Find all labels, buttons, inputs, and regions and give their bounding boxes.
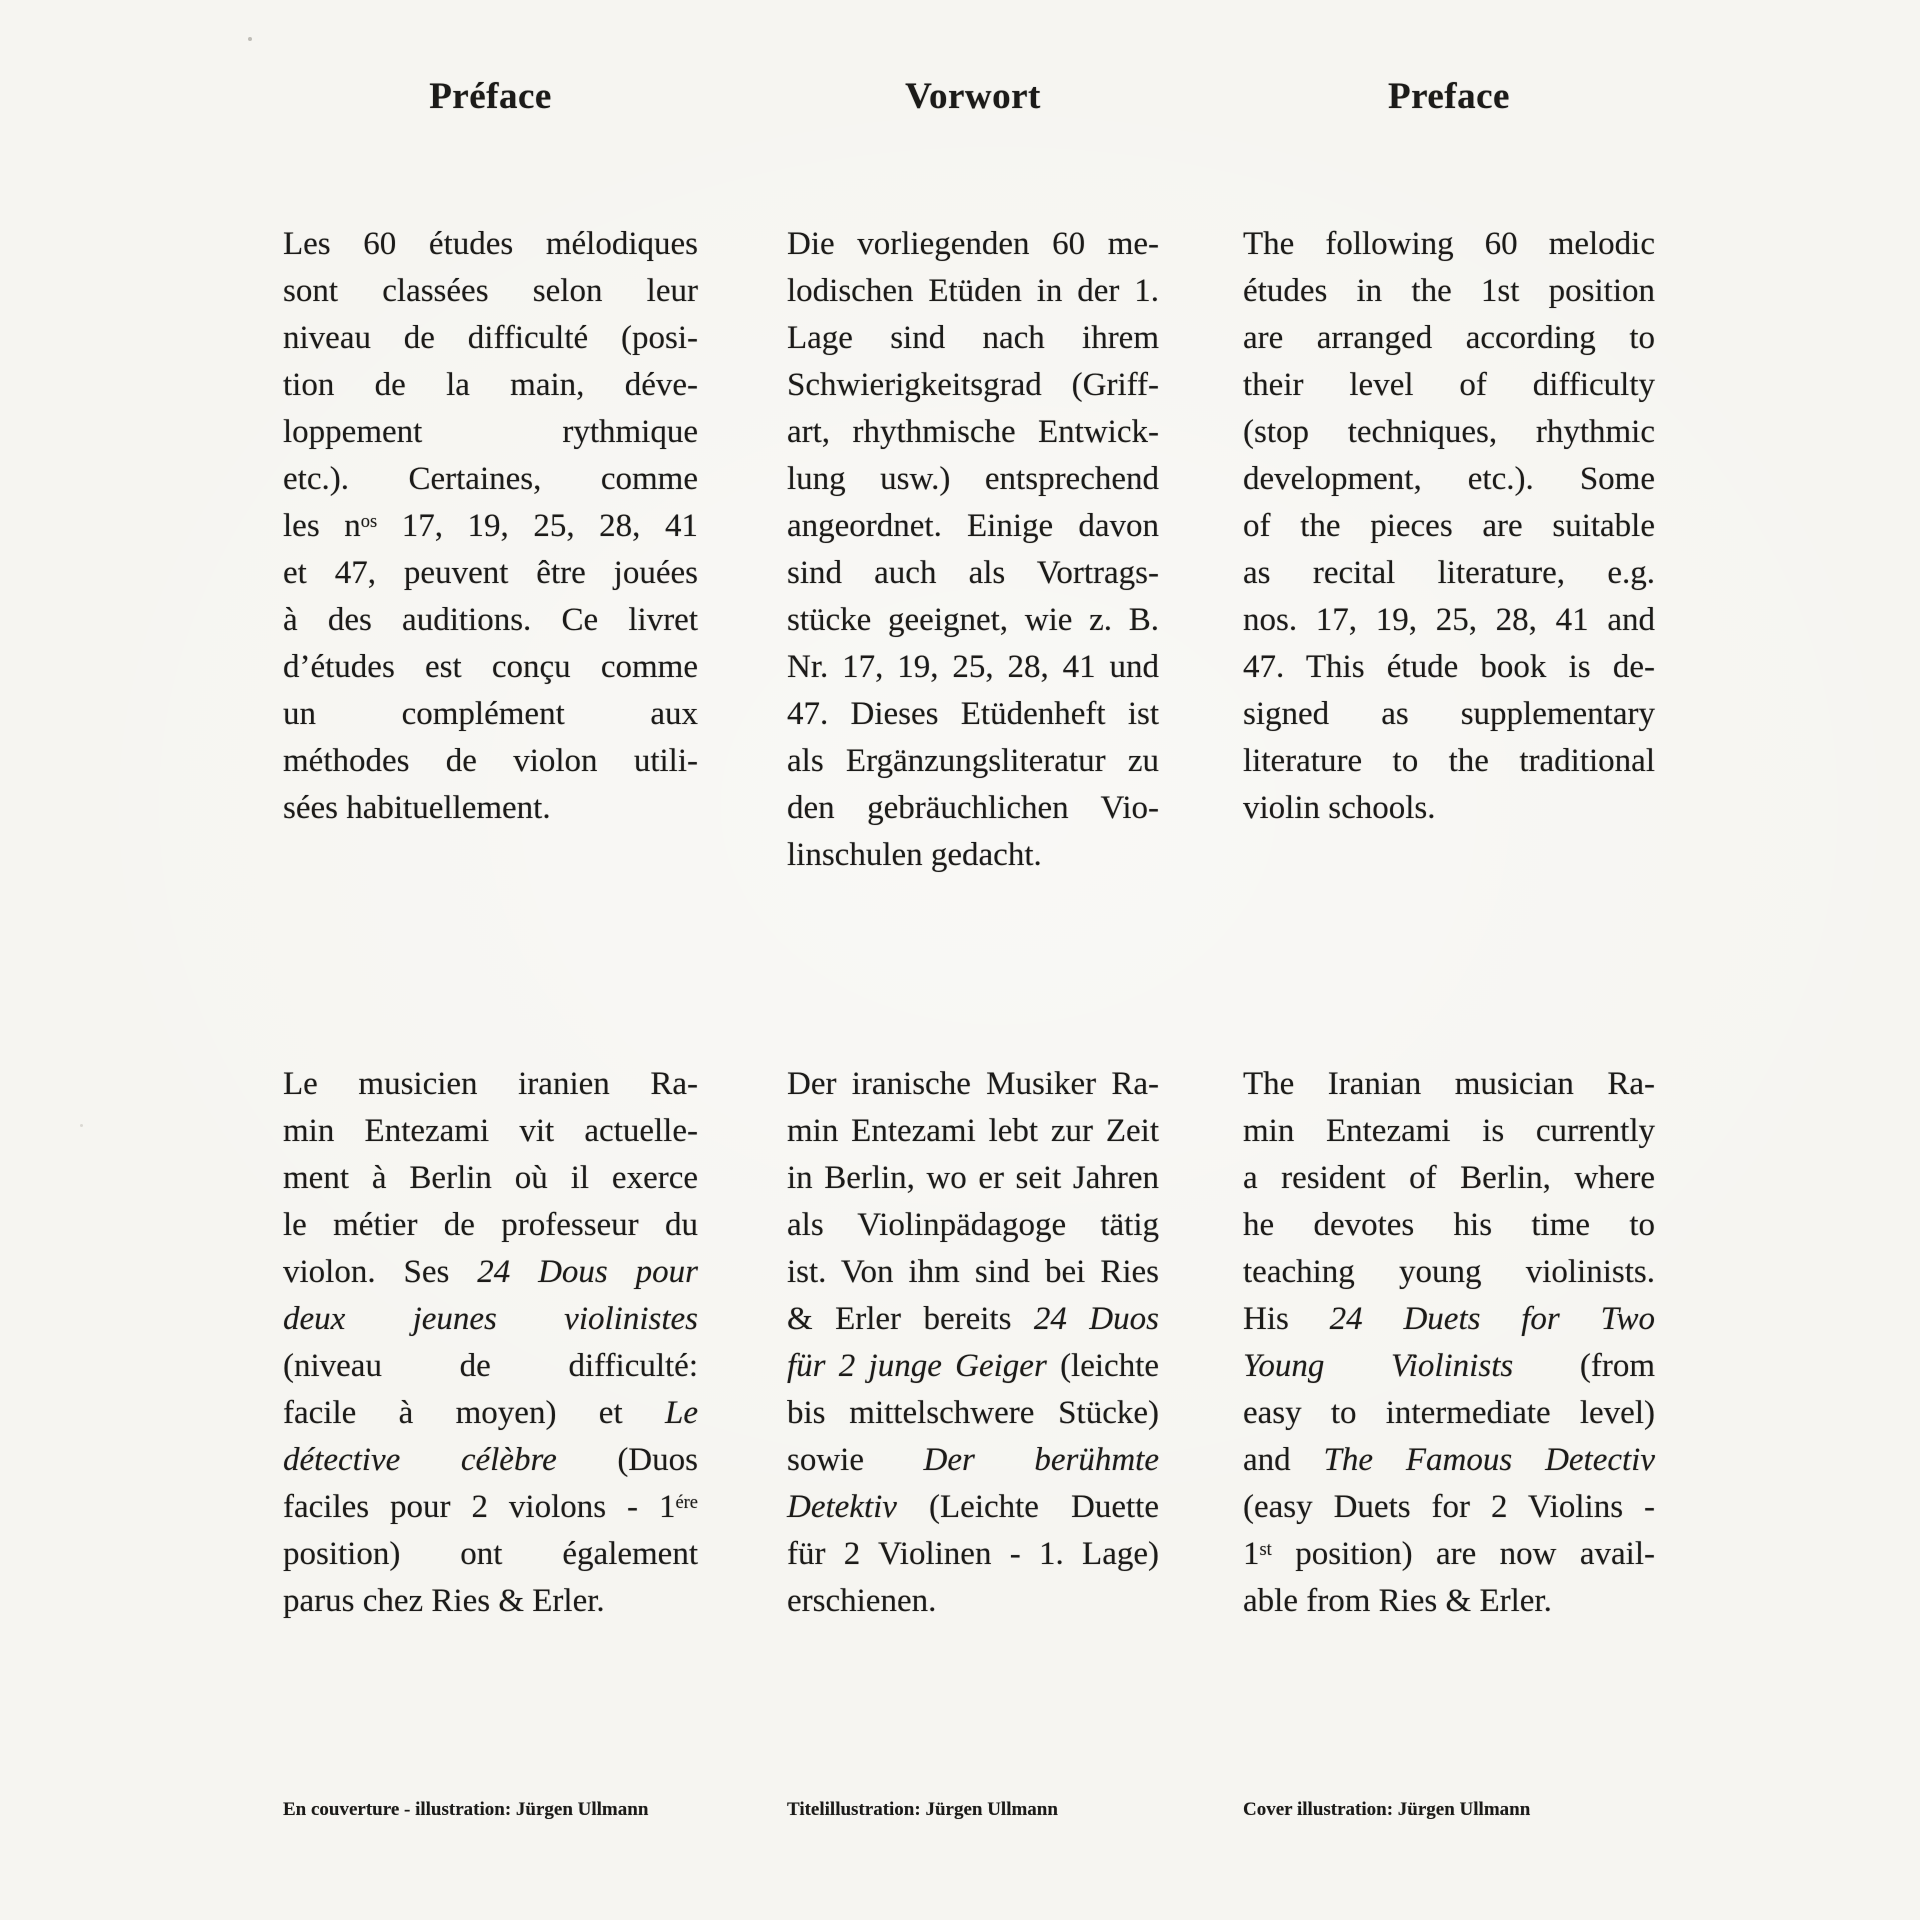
text-line: niveau de difficulté (posi- xyxy=(283,320,698,356)
text-line: 47. This étude book is de- xyxy=(1243,649,1655,685)
text-line: linschulen gedacht. xyxy=(787,837,1042,873)
text-line: His 24 Duets for Two xyxy=(1243,1301,1655,1337)
text-line: den gebräuchlichen Vio- xyxy=(787,790,1159,826)
german-paragraph-1 xyxy=(787,221,1159,879)
text-line: lodischen Etüden in der 1. xyxy=(787,273,1159,309)
column-heading-english: Preface xyxy=(1388,76,1510,117)
text-line: angeordnet. Einige davon xyxy=(787,508,1159,544)
footer-credit-english: Cover illustration: Jürgen Ullmann xyxy=(1243,1799,1531,1820)
text-line: ist. Von ihm sind bei Ries xyxy=(787,1254,1159,1290)
footer-credit-french: En couverture - illustration: Jürgen Ullmann xyxy=(283,1799,649,1820)
text-line: Young Violinists (from xyxy=(1243,1348,1656,1384)
text-line: sées habituellement. xyxy=(283,790,551,826)
text-line: facile à moyen) et Le xyxy=(283,1395,698,1431)
text-line: les $n^{os}$ 17, 19, 25, 28, 41 xyxy=(283,508,698,544)
text-line: 47. Dieses Etüdenheft ist xyxy=(787,696,1159,732)
text-line: deux jeunes violinistes xyxy=(283,1301,698,1337)
text-line: as recital literature, e.g. xyxy=(1243,555,1655,591)
text-line: Le musicien iranien Ra- xyxy=(283,1066,698,1102)
text-line: violon. Ses 24 Dous pour xyxy=(283,1254,698,1290)
text-line: nos. 17, 19, 25, 28, 41 and xyxy=(1243,602,1655,638)
text-line: für 2 Violinen - 1. Lage) xyxy=(787,1536,1159,1572)
text-line: bis mittelschwere Stücke) xyxy=(787,1395,1159,1431)
text-line: faciles pour 2 violons - $1^{ére}$ xyxy=(283,1489,698,1525)
text-line: tion de la main, déve- xyxy=(283,367,698,403)
text-line: sont classées selon leur xyxy=(283,273,698,309)
text-line: are arranged according to xyxy=(1243,320,1655,356)
text-line: he devotes his time to xyxy=(1243,1207,1655,1243)
text-line: teaching young violinists. xyxy=(1243,1254,1655,1290)
text-line: able from Ries & Erler. xyxy=(1243,1583,1552,1619)
french-paragraph-1 xyxy=(283,221,698,832)
text-line: lung usw.) entsprechend xyxy=(787,461,1159,497)
text-line: The Iranian musician Ra- xyxy=(1243,1066,1655,1102)
text-line: für 2 junge Geiger (leichte xyxy=(787,1348,1160,1384)
text-line: et 47, peuvent être jouées xyxy=(283,555,698,591)
text-line: in Berlin, wo er seit Jahren xyxy=(787,1160,1159,1196)
text-line: Schwierigkeitsgrad (Griff- xyxy=(787,367,1159,403)
text-line: d’études est conçu comme xyxy=(283,649,698,685)
french-paragraph-2 xyxy=(283,1061,698,1625)
text-line: ment à Berlin où il exerce xyxy=(283,1160,698,1196)
text-line: min Entezami lebt zur Zeit xyxy=(787,1113,1159,1149)
text-line: sowie Der berühmte xyxy=(787,1442,1159,1478)
text-line: Lage sind nach ihrem xyxy=(787,320,1159,356)
text-line: a resident of Berlin, where xyxy=(1243,1160,1655,1196)
text-line: art, rhythmische Entwick- xyxy=(787,414,1159,450)
text-line: Detektiv (Leichte Duette xyxy=(787,1489,1159,1525)
text-line: (easy Duets for 2 Violins - xyxy=(1243,1489,1655,1525)
text-line: loppement rythmique xyxy=(283,414,698,450)
text-line: etc.). Certaines, comme xyxy=(283,461,698,497)
text-line: min Entezami is currently xyxy=(1243,1113,1655,1149)
column-heading-french: Préface xyxy=(429,76,552,117)
german-paragraph-2 xyxy=(787,1061,1159,1625)
text-line: signed as supplementary xyxy=(1243,696,1655,732)
text-line: Der iranische Musiker Ra- xyxy=(787,1066,1159,1102)
footer-credit-german: Titelillustration: Jürgen Ullmann xyxy=(787,1799,1058,1820)
text-line: détective célèbre (Duos xyxy=(283,1442,698,1478)
text-line: études in the 1st position xyxy=(1243,273,1655,309)
text-line: The following 60 melodic xyxy=(1243,226,1655,262)
text-line: literature to the traditional xyxy=(1243,743,1655,779)
text-line: and The Famous Detectiv xyxy=(1243,1442,1655,1478)
text-line: position) ont également xyxy=(283,1536,698,1572)
text-line: development, etc.). Some xyxy=(1243,461,1655,497)
text-line: le métier de professeur du xyxy=(283,1207,698,1243)
text-line: (niveau de difficulté: xyxy=(283,1348,698,1384)
text-line: min Entezami vit actuelle- xyxy=(283,1113,698,1149)
text-line: stücke geeignet, wie z. B. xyxy=(787,602,1159,638)
english-paragraph-2 xyxy=(1243,1061,1655,1625)
text-line: als Violinpädagoge tätig xyxy=(787,1207,1159,1243)
english-paragraph-1 xyxy=(1243,221,1655,832)
text-line: Les 60 études mélodiques xyxy=(283,226,698,262)
text-line: violin schools. xyxy=(1243,790,1436,826)
text-line: their level of difficulty xyxy=(1243,367,1655,403)
text-line: 1st position) are now avail- xyxy=(1243,1536,1655,1572)
text-line: un complément aux xyxy=(283,696,698,732)
text-line: Die vorliegenden 60 me- xyxy=(787,226,1159,262)
text-line: of the pieces are suitable xyxy=(1243,508,1655,544)
column-heading-german: Vorwort xyxy=(905,76,1041,117)
scan-speck xyxy=(80,1124,83,1127)
scan-speck xyxy=(248,37,252,41)
text-line: erschienen. xyxy=(787,1583,937,1619)
text-line: & Erler bereits 24 Duos xyxy=(787,1301,1159,1337)
text-line: sind auch als Vortrags- xyxy=(787,555,1159,591)
text-line: Nr. 17, 19, 25, 28, 41 und xyxy=(787,649,1159,685)
text-line: (stop techniques, rhythmic xyxy=(1243,414,1655,450)
text-line: parus chez Ries & Erler. xyxy=(283,1583,605,1619)
text-line: à des auditions. Ce livret xyxy=(283,602,698,638)
text-line: easy to intermediate level) xyxy=(1243,1395,1655,1431)
text-line: méthodes de violon utili- xyxy=(283,743,698,779)
text-line: als Ergänzungsliteratur zu xyxy=(787,743,1159,779)
